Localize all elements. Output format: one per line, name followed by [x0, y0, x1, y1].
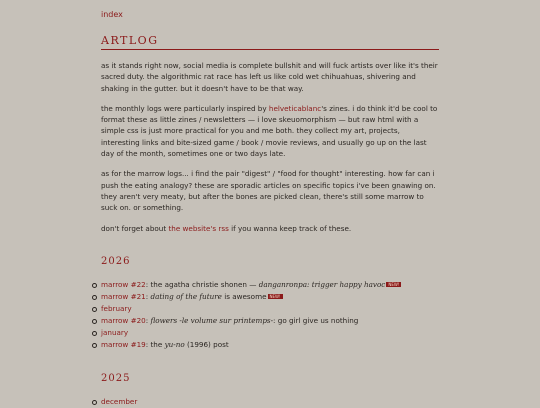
entry-link[interactable]: marrow #21 [101, 291, 146, 301]
intro-paragraph-1: as it stands right now, social media is complete bullshit and will fuck artists over like it's their sacred duty. the algorithmic rat race has left us like cold wet chihuahuas, shivering and shaking in the gutter. but it doesn't have to be that way. [101, 61, 438, 93]
text: don't forget about [101, 223, 169, 233]
entry-link[interactable]: january [101, 327, 129, 337]
entry-text-after: is awesome [221, 291, 267, 301]
entry-italic-title: danganronpa: trigger happy havoc [258, 279, 386, 289]
rss-link[interactable]: the website's rss [168, 223, 229, 233]
list-item [101, 315, 439, 327]
text: if you wanna keep track of these. [228, 223, 352, 233]
entry-text: the agatha christie shonen — [150, 279, 259, 289]
list-item [101, 327, 439, 339]
intro-paragraph-3: as for the marrow logs... i find the pair "digest" / "food for thought" interesting. how far can i push the eating analogy? these are sporadic articles on specific topics i've been gnawing on. they aren't very meaty, but after the bones are picked clean, there's still some marrow to suck on. or something. [101, 169, 436, 213]
list-item [101, 303, 439, 315]
year-sections [101, 256, 439, 408]
list-item [101, 279, 439, 291]
entry-list [101, 396, 439, 408]
year-heading: 2026 [101, 255, 131, 267]
index-link[interactable]: index [101, 10, 123, 19]
entry-separator: : [145, 291, 151, 301]
top-nav [101, 10, 439, 26]
helveticablanc-link[interactable]: helveticablanc [268, 103, 322, 113]
new-badge: NEW! [269, 294, 281, 300]
entry-link[interactable]: marrow #20 [101, 315, 146, 325]
entry-link[interactable]: february [101, 303, 132, 313]
year-heading: 2025 [101, 372, 131, 384]
entry-list [101, 279, 439, 351]
page-title: ARTLOG [101, 34, 439, 50]
entry-italic-title: dating of the future [150, 291, 222, 301]
page [101, 0, 439, 408]
entry-italic-title: yu-no [164, 339, 185, 349]
list-item [101, 339, 439, 351]
new-badge: NEW! [388, 282, 400, 288]
entry-text-after: : go girl give us nothing [273, 315, 359, 325]
entry-separator: : [145, 315, 151, 325]
entry-link[interactable]: december [101, 396, 138, 406]
entry-link[interactable]: marrow #22 [101, 279, 146, 289]
entry-link[interactable]: marrow #19 [101, 339, 146, 349]
intro-paragraph-2 [101, 103, 439, 159]
entry-separator: : [145, 339, 151, 349]
entry-italic-title: flowers -le volume sur printemps- [150, 315, 274, 325]
text: 's zines. i do think it'd be cool to format these as little zines / newsletters — i love skeuomorphism — but raw html with a simple css is just more practical for you and me both. they collect my art, projects, interesting links and bite-sized game / book / movie reviews, and usually go up on the last day of the month, sometimes one or two days late. [101, 103, 438, 159]
entry-separator: : [145, 279, 151, 289]
entry-text: the [150, 339, 165, 349]
list-item [101, 396, 439, 408]
list-item [101, 291, 439, 303]
entry-text-after: (1996) post [184, 339, 229, 349]
intro-paragraph-4 [101, 223, 439, 234]
text: the monthly logs were particularly inspired by [101, 103, 269, 113]
